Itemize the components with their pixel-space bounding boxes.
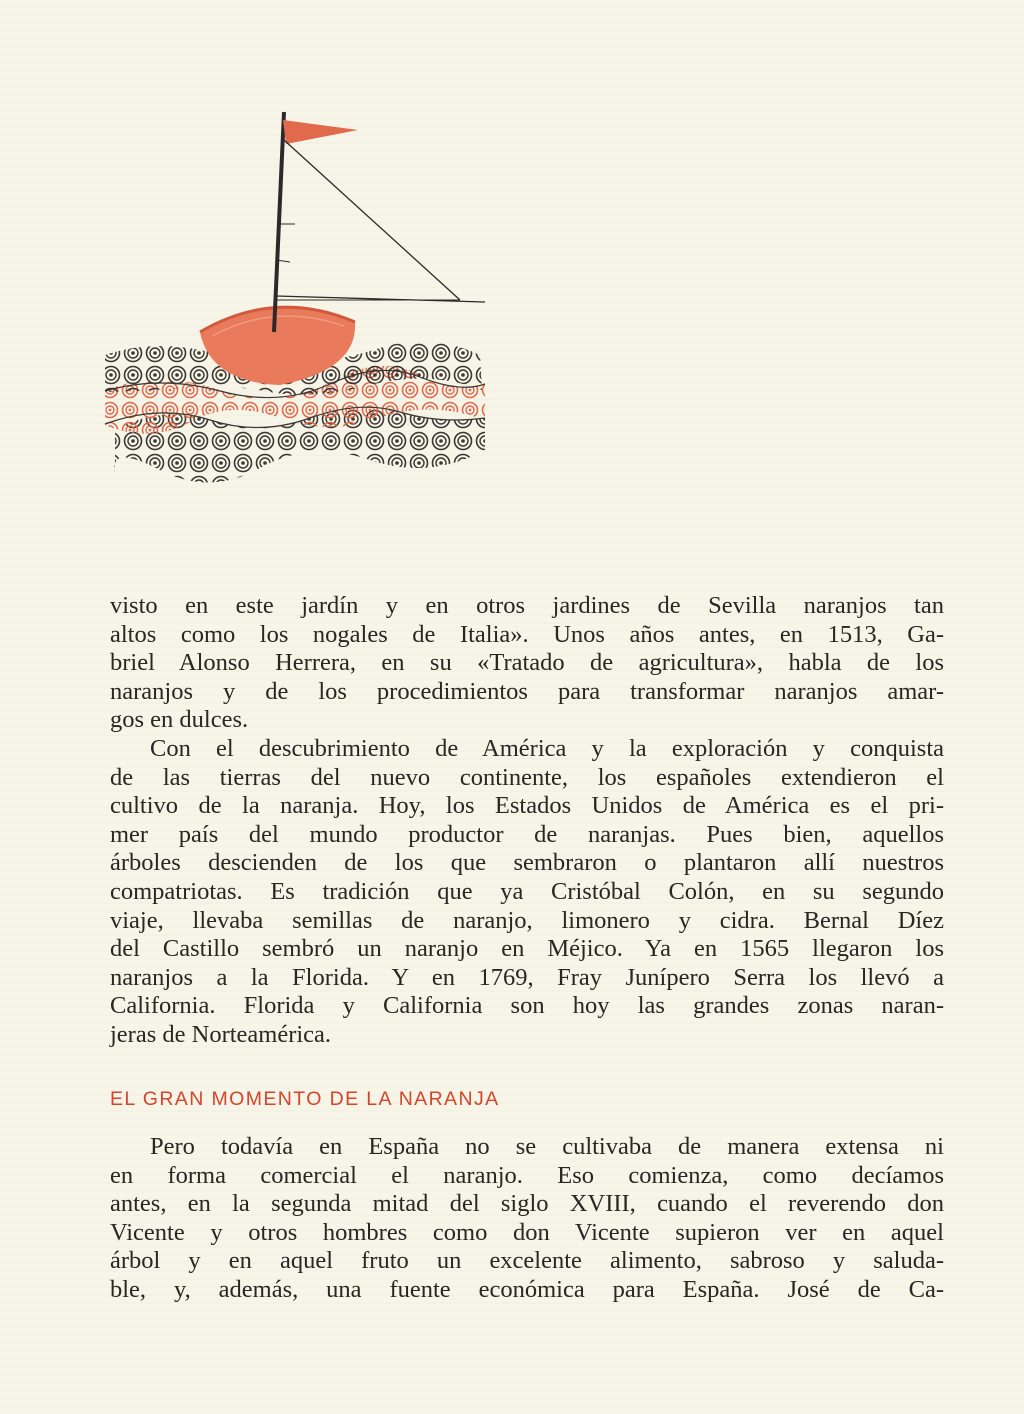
text-line: California. Florida y California son hoy las grandes zonas naran-	[110, 992, 944, 1020]
text-line: Pero todavía en España no se cultivaba de manera extensa ni	[150, 1133, 944, 1160]
section-heading: EL GRAN MOMENTO DE LA NARANJA	[110, 1088, 500, 1110]
orange-boat-illustration	[100, 100, 500, 490]
text-line: del Castillo sembró un naranjo en Méjico. Ya en 1565 llegaron los	[110, 935, 944, 963]
text-line: briel Alonso Herrera, en su «Tratado de agricultura», habla de los	[110, 649, 944, 677]
text-line: viaje, llevaba semillas de naranjo, limonero y cidra. Bernal Díez	[110, 906, 944, 934]
flag	[283, 120, 358, 144]
mast	[274, 112, 284, 332]
text-line: mer país del mundo productor de naranjas. Pues bien, aquellos	[110, 820, 944, 848]
text-line: naranjos a la Florida. Y en 1769, Fray Junípero Serra los llevó a	[110, 963, 944, 991]
text-line: altos como los nogales de Italia». Unos años antes, en 1513, Ga-	[110, 620, 944, 648]
text-line: gos en dulces.	[110, 706, 249, 734]
paragraph-block-1	[110, 592, 944, 1050]
text-line: naranjos y de los procedimientos para transformar naranjos amar-	[110, 677, 944, 705]
text-line: compatriotas. Es tradición que ya Cristóbal Colón, en su segundo	[110, 877, 944, 905]
text-line: árboles descienden de los que sembraron o plantaron allí nuestros	[110, 849, 944, 877]
text-line: de las tierras del nuevo continente, los españoles extendieron el	[110, 763, 944, 791]
text-line: en forma comercial el naranjo. Eso comienza, como decíamos	[110, 1161, 944, 1189]
text-line: árbol y en aquel fruto un excelente alimento, sabroso y saluda-	[110, 1247, 944, 1275]
text-line: cultivo de la naranja. Hoy, los Estados Unidos de América es el pri-	[110, 792, 944, 820]
text-line: jeras de Norteamérica.	[110, 1020, 332, 1048]
paragraph-block-2	[110, 1133, 944, 1305]
text-line: Vicente y otros hombres como don Vicente supieron ver en aquel	[110, 1218, 944, 1246]
text-line: visto en este jardín y en otros jardines de Sevilla naranjos tan	[110, 592, 944, 619]
text-line: Con el descubrimiento de América y la exploración y conquista	[150, 734, 944, 762]
text-line: antes, en la segunda mitad del siglo XVIII, cuando el reverendo don	[110, 1190, 944, 1218]
text-line: ble, y, además, una fuente económica para España. José de Ca-	[110, 1275, 944, 1303]
